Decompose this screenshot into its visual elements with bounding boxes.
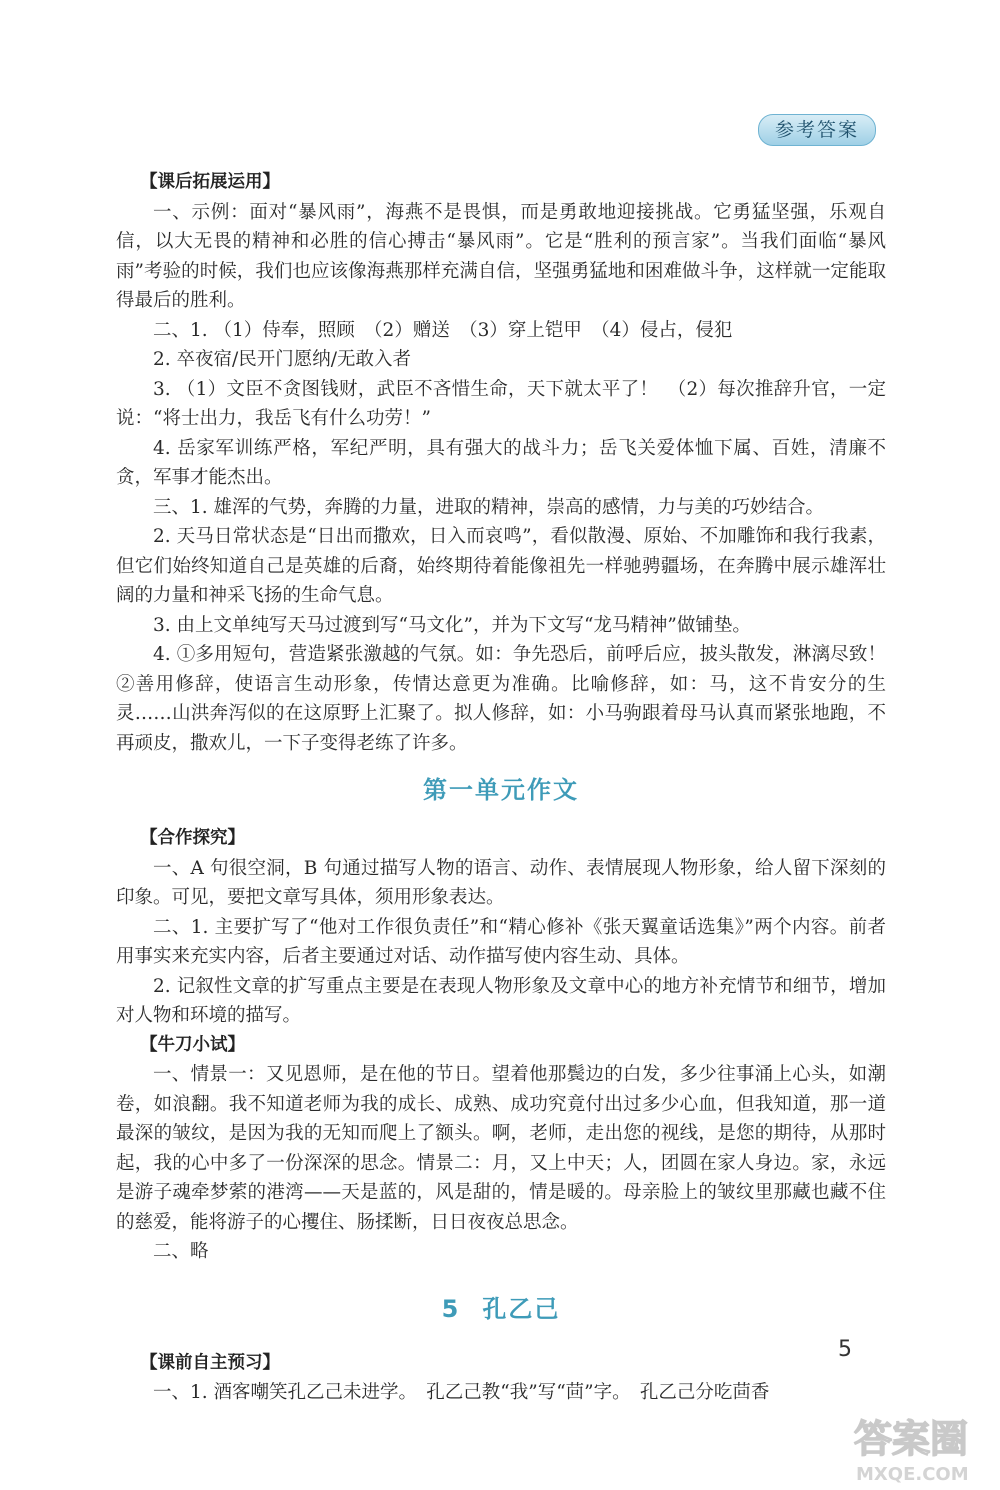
page-number: 5 [838, 1337, 852, 1362]
paragraph: 一、1. 酒客嘲笑孔乙己未进学。 孔乙己教“我”写“茴”字。 孔乙己分吃茴香 [153, 1382, 770, 1403]
section-heading-preview: 【课前自主预习】 [140, 1352, 280, 1373]
paragraph: 4. ①多用短句，营造紧张激越的气氛。如：争先恐后，前呼后应，披头散发，淋漓尽致！②善用修辞，使语言生动形象，传情达意更为准确。比喻修辞，如：马，这不肯安分的生灵……山洪奔泻似的在这原野上汇聚了。拟人修辞，如：小马驹跟着母马认真而紧张地跑，不再顽皮，撒欢儿，一下子变得老练了许多。 [116, 644, 886, 754]
paragraph: 二、1. （1）侍奉，照顾 （2）赠送 （3）穿上铠甲 （4）侵占，侵犯 [153, 319, 733, 341]
paragraph: 一、A 句很空洞，B 句通过描写人物的语言、动作、表情展现人物形象，给人留下深刻的印象。可见，要把文章写具体，须用形象表达。 [116, 857, 886, 908]
watermark-text: 答案圈 [854, 1417, 969, 1461]
paragraph: 二、略 [153, 1241, 209, 1262]
lesson-title [116, 1289, 886, 1329]
paragraph: 二、1. 主要扩写了“他对工作很负责任”和“精心修补《张天翼童话选集》”两个内容。前者用事实来充实内容，后者主要通过对话、动作描写使内容生动、具体。 [116, 916, 886, 967]
paragraph: 一、示例：面对“暴风雨”，海燕不是畏惧，而是勇敢地迎接挑战。它勇猛坚强，乐观自信，以大无畏的精神和必胜的信心搏击“暴风雨”。它是“胜利的预言家”。当我们面临“暴风雨”考验的时候，我们也应该像海燕那样充满自信，坚强勇猛地和困难做斗争，这样就一定能取得最后的胜利。 [116, 201, 886, 311]
paragraph: 3. （1）文臣不贪图钱财，武臣不吝惜生命，天下就太平了！ （2）每次推辞升官，一定说：“将士出力，我岳飞有什么功劳！” [116, 378, 886, 429]
unit-title: 第一单元作文 [423, 776, 579, 804]
section-heading-practice: 【牛刀小试】 [140, 1034, 245, 1055]
section-heading-extension: 【课后拓展运用】 [140, 172, 280, 192]
paragraph: 2. 天马日常状态是“日出而撒欢，日入而哀鸣”，看似散漫、原始、不加雕饰和我行我素，但它们始终知道自己是英雄的后裔，始终期待着能像祖先一样驰骋疆场，在奔腾中展示雄浑壮阔的力量和神采飞扬的生命气息。 [116, 526, 886, 606]
watermark-subtext: MXQE.COM [856, 1464, 969, 1485]
lesson-name: 孔乙己 [482, 1294, 561, 1323]
paragraph: 2. 卒夜宿/民开门愿纳/无敢入者 [153, 349, 411, 370]
reference-answer-tag: 参考答案 [758, 114, 876, 146]
answer-content [116, 168, 886, 1408]
paragraph: 4. 岳家军训练严格，军纪严明，具有强大的战斗力；岳飞关爱体恤下属、百姓，清廉不贪，军事才能杰出。 [116, 437, 886, 488]
paragraph: 一、情景一：又见恩师，是在他的节日。望着他那鬓边的白发，多少往事涌上心头，如潮卷，如浪翻。我不知道老师为我的成长、成熟、成功究竟付出过多少心血，但我知道，那一道最深的皱纹，是因为我的无知而爬上了额头。啊，老师，走出您的视线，是您的期待，从那时起，我的心中多了一份深深的思念。情景二：月，又上中天；人，团圆在家人身边。家，永远是游子魂牵梦萦的港湾——天是蓝的，风是甜的，情是暖的。母亲脸上的皱纹里那藏也藏不住的慈爱，能将游子的心攫住、肠揉断，日日夜夜总思念。 [116, 1064, 886, 1233]
paragraph: 2. 记叙性文章的扩写重点主要是在表现人物形象及文章中心的地方补充情节和细节，增加对人物和环境的描写。 [116, 975, 886, 1026]
paragraph: 三、1. 雄浑的气势，奔腾的力量，进取的精神，崇高的感情，力与美的巧妙结合。 [153, 496, 825, 518]
lesson-number: 5 [441, 1294, 461, 1323]
watermark-logo [848, 1402, 993, 1487]
section-heading-cooperation: 【合作探究】 [140, 828, 245, 848]
paragraph: 3. 由上文单纯写天马过渡到写“马文化”，并为下文写“龙马精神”做铺垫。 [153, 614, 751, 636]
